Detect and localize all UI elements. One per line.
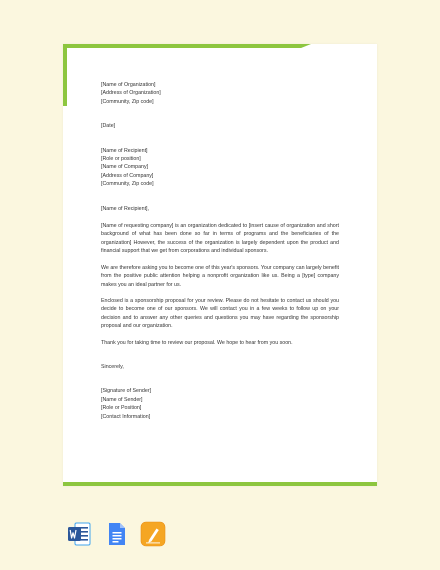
recipient-company: [Name of Company]: [101, 164, 149, 171]
sender-org-address: [Address of Organization]: [101, 90, 161, 97]
paragraph-thanks: Thank you for taking time to review our proposal. We hope to hear from you soon.: [101, 339, 293, 346]
sender-contact-info: [Contact Information]: [101, 413, 151, 420]
sender-name: [Name of Sender]: [101, 396, 143, 403]
recipient-community-zip: [Community, Zip code]: [101, 181, 154, 188]
recipient-company-address: [Address of Company]: [101, 172, 154, 179]
paragraph-enclosure: Enclosed is a sponsorship proposal for your review. Please do not hesitate to contact us should you decide to become one of our sponsors. We will contact you in a few weeks to follow up on your decision and to answer any other queries and questions you may have regarding the sponsorship proposal and our organization.: [101, 297, 339, 330]
signature-of-sender: [Signature of Sender]: [101, 388, 152, 395]
google-docs-icon[interactable]: [103, 521, 129, 547]
format-icons: [66, 521, 166, 549]
sender-community-zip: [Community, Zip code]: [101, 98, 154, 105]
sender-role: [Role or Position]: [101, 405, 142, 412]
letter-body: [101, 81, 339, 421]
signature-block: [101, 387, 339, 421]
left-accent-bar: [63, 44, 67, 106]
word-icon[interactable]: [66, 521, 92, 547]
recipient-name: [Name of Recipient]: [101, 147, 148, 154]
salutation: [Name of Recipient],: [101, 205, 149, 212]
recipient-role: [Role or position]: [101, 156, 141, 163]
pages-icon[interactable]: [140, 521, 166, 547]
letter-date: [Date]: [101, 123, 116, 130]
sender-address-block: [101, 81, 339, 106]
top-accent-bar: [63, 44, 311, 48]
closing: Sincerely,: [101, 363, 124, 370]
bottom-accent-bar: [63, 482, 377, 486]
recipient-address-block: [101, 147, 339, 189]
sender-org-name: [Name of Organization]: [101, 82, 156, 88]
paragraph-request: We are therefore asking you to become one of this year's sponsors. Your company can largely benefit from the positive public attention helping a nonprofit organization like us. Being a [type] company makes you an ideal partner for us.: [101, 264, 339, 288]
paragraph-introduction: [Name of requesting company] is an organization dedicated to [insert cause of organization and short background of what has been done so far in terms of programs and the beneficiaries of the organization] However, the success of the organization is largely dependent upon the product and financial support that we get from corporations and individual sponsors.: [101, 223, 339, 255]
